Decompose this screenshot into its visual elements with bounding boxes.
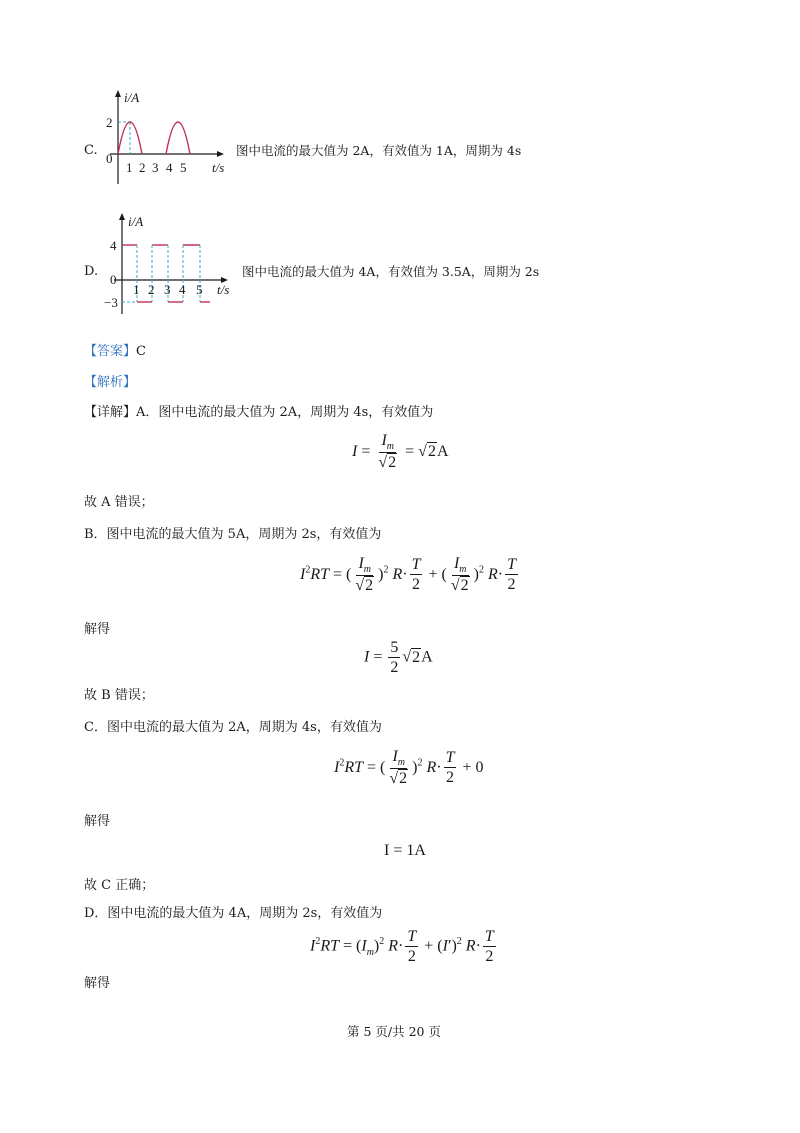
answer-value: C bbox=[136, 344, 146, 359]
formula-b-result: I = $\frac{5}{2}$ √2A bbox=[364, 639, 433, 676]
x-tick-3: 3 bbox=[152, 160, 159, 175]
y-tick-neg3: −3 bbox=[104, 295, 118, 310]
y-axis-arrow bbox=[119, 213, 125, 220]
detail-b-intro: B．图中电流的最大值为 5A，周期为 2s，有效值为 bbox=[84, 527, 382, 542]
sine-half-2 bbox=[166, 122, 190, 154]
detail-a-intro-line bbox=[84, 401, 433, 420]
formula-c-result: I = 1A bbox=[384, 842, 426, 859]
option-d-label: D. bbox=[84, 264, 99, 279]
option-c-graph bbox=[100, 88, 235, 193]
detail-d-solve: 解得 bbox=[84, 976, 111, 991]
y-tick-0: 0 bbox=[110, 272, 117, 287]
x-tick-4: 4 bbox=[179, 282, 186, 297]
x-axis-label: t/s bbox=[217, 282, 230, 297]
analysis-tag: 【解析】 bbox=[84, 375, 137, 390]
x-tick-5: 5 bbox=[196, 282, 203, 297]
option-d-graph bbox=[104, 210, 244, 320]
x-tick-1: 1 bbox=[133, 282, 140, 297]
x-tick-2: 2 bbox=[139, 160, 146, 175]
x-tick-3: 3 bbox=[164, 282, 171, 297]
formula-c: $I^2RT$ = ( $\frac{I_m}{√2}$ )$^2$ R· $\frac{T}{2}$ + 0 bbox=[334, 748, 484, 788]
detail-a-intro: A．图中电流的最大值为 2A，周期为 4s，有效值为 bbox=[136, 405, 434, 420]
y-tick-2: 2 bbox=[106, 115, 113, 130]
y-axis-arrow bbox=[115, 90, 121, 97]
option-d-caption: 图中电流的最大值为 4A，有效值为 3.5A，周期为 2s bbox=[242, 264, 540, 279]
formula-b: $I^2RT$ = ( $\frac{I_m}{√2}$ )$^2$ R· $\frac{T}{2}$ + ( $\frac{I_m}{√2}$ )$^2$ R· $\frac{T}{2}$ bbox=[300, 555, 516, 595]
y-axis-label: i/A bbox=[128, 214, 144, 229]
formula-a: I = $\frac{I_m}{√2}$ = √2A bbox=[352, 432, 449, 472]
answer-tag: 【答案】 bbox=[84, 344, 137, 359]
x-axis-label: t/s bbox=[212, 160, 225, 175]
detail-a-conclusion: 故 A 错误； bbox=[84, 495, 154, 510]
x-tick-5: 5 bbox=[180, 160, 187, 175]
detail-tag: 【详解】 bbox=[84, 405, 137, 420]
page-footer: 第 5 页/共 20 页 bbox=[347, 1024, 441, 1039]
formula-d: $I^2RT = (I_m)^2$ R· $\frac{T}{2}$ + $(I')^2$ R· $\frac{T}{2}$ bbox=[310, 928, 494, 965]
y-axis-label: i/A bbox=[124, 90, 140, 105]
detail-c-intro: C．图中电流的最大值为 2A，周期为 4s，有效值为 bbox=[84, 720, 382, 735]
x-axis-arrow bbox=[217, 151, 224, 157]
x-tick-2: 2 bbox=[148, 282, 155, 297]
detail-b-conclusion: 故 B 错误； bbox=[84, 688, 154, 703]
y-tick-4: 4 bbox=[110, 238, 117, 253]
option-c-label: C. bbox=[84, 143, 98, 158]
y-tick-0: 0 bbox=[106, 151, 113, 166]
x-tick-1: 1 bbox=[126, 160, 133, 175]
detail-c-conclusion: 故 C 正确； bbox=[84, 878, 155, 893]
x-tick-4: 4 bbox=[166, 160, 173, 175]
detail-c-solve: 解得 bbox=[84, 814, 111, 829]
detail-d-intro: D．图中电流的最大值为 4A，周期为 2s，有效值为 bbox=[84, 906, 383, 921]
answer-line bbox=[84, 340, 146, 359]
option-c-caption: 图中电流的最大值为 2A，有效值为 1A，周期为 4s bbox=[236, 143, 522, 158]
detail-b-solve: 解得 bbox=[84, 622, 111, 637]
